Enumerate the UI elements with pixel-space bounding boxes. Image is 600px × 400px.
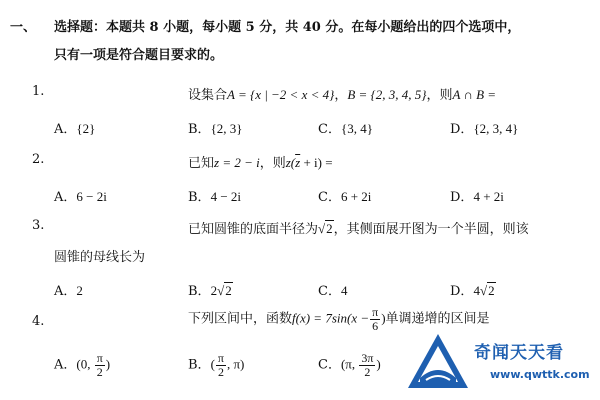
q3-option-c — [318, 280, 347, 299]
option-text: 4 − 2i — [210, 189, 242, 204]
option-close: , π) — [226, 356, 245, 372]
question-2-conjugate: $\overline{z}$ — [295, 155, 301, 170]
fraction-numerator: π — [217, 351, 224, 365]
option-text: {2, 3} — [210, 121, 243, 136]
question-1-set-b: B = {2, 3, 4, 5} — [347, 87, 427, 102]
sqrt-sign-icon: √ — [318, 221, 326, 236]
fraction-numerator: 3π — [361, 351, 374, 365]
question-3-radical — [318, 221, 334, 237]
section-heading-line1: 选择题：本题共 8 小题，每小题 5 分，共 40 分。在每小题给出的四个选项中， — [54, 20, 521, 35]
question-1-set-a: A = {x | −2 < x < 4} — [227, 87, 335, 102]
q2-option-a — [54, 186, 107, 205]
option-label: A． — [54, 122, 77, 137]
watermark-url: www.qwttk.com — [490, 368, 590, 381]
option-radical — [217, 283, 233, 299]
q1-option-c — [318, 118, 373, 137]
q3-option-a — [54, 280, 83, 299]
question-2-given: z = 2 − i — [214, 155, 260, 170]
q2-option-b — [188, 186, 241, 205]
option-label: A． — [54, 284, 77, 299]
option-label: B． — [188, 357, 211, 373]
question-2-number: 2. — [32, 152, 45, 167]
option-close: ) — [376, 356, 381, 372]
option-text: 6 + 2i — [340, 189, 372, 204]
option-label: A． — [54, 357, 77, 373]
watermark — [404, 330, 596, 394]
question-1-sep: ， — [334, 88, 348, 103]
question-2-mid: ，则 — [259, 156, 286, 171]
option-close: ) — [105, 356, 111, 372]
option-text: {2, 3, 4} — [473, 121, 519, 136]
question-1-stem — [188, 84, 496, 103]
option-open: (π, — [340, 356, 359, 372]
q3-option-d — [450, 280, 496, 299]
question-1-mid: ，则 — [426, 88, 453, 103]
q4-option-c — [318, 352, 381, 378]
q4-option-b — [188, 352, 244, 378]
option-fraction — [359, 352, 375, 378]
question-4-stem — [188, 306, 490, 332]
fraction-numerator: π — [96, 351, 103, 365]
question-4-number: 4. — [32, 314, 45, 329]
q1-option-d — [450, 118, 518, 137]
q1-option-b — [188, 118, 243, 137]
option-label: C． — [318, 122, 341, 137]
question-1-number: 1. — [32, 84, 45, 99]
option-text: {2} — [76, 121, 96, 136]
question-2-prefix: 已知 — [188, 156, 215, 171]
question-4-suffix: 单调递增的区间是 — [385, 311, 490, 327]
sqrt-sign-icon: √ — [479, 283, 488, 298]
sqrt-sign-icon: √ — [217, 283, 225, 298]
question-3-stem — [188, 218, 529, 237]
question-2-expr-pre: z( — [285, 155, 296, 170]
option-text: 4 + 2i — [473, 189, 504, 204]
radicand: 2 — [326, 221, 333, 236]
question-3-stem-line2: 圆锥的母线长为 — [54, 250, 146, 265]
question-4-func-post: ) — [381, 310, 386, 326]
option-open: (0, — [76, 356, 94, 372]
option-label: D． — [450, 190, 474, 205]
fraction-numerator: π — [372, 305, 379, 319]
option-label: C． — [318, 357, 341, 373]
option-label: C． — [318, 284, 341, 299]
option-fraction — [216, 352, 226, 378]
question-3-suffix: ，其侧面展开图为一个半圆，则该 — [333, 222, 529, 237]
watermark-logo-icon — [406, 332, 470, 392]
option-label: B． — [188, 122, 211, 137]
option-label: C． — [318, 190, 341, 205]
q2-option-d — [450, 186, 504, 205]
option-text: 4 — [340, 283, 348, 298]
option-text: {3, 4} — [340, 121, 373, 136]
option-radical — [480, 283, 496, 299]
fraction-denominator: 2 — [364, 364, 371, 379]
option-label: D． — [450, 284, 474, 299]
radicand: 2 — [488, 283, 495, 298]
q4-option-a — [54, 352, 110, 378]
question-2-expr-post: + i) = — [300, 155, 333, 170]
option-text: 6 − 2i — [76, 189, 107, 204]
q2-option-c — [318, 186, 371, 205]
section-heading-line2: 只有一项是符合题目要求的。 — [54, 48, 224, 63]
question-2-stem — [188, 152, 333, 171]
question-1-prefix: 设集合 — [188, 88, 228, 103]
question-4-func: f(x) = 7sin(x − — [292, 310, 370, 326]
fraction-denominator: 6 — [372, 318, 379, 333]
fraction-denominator: 2 — [217, 364, 224, 379]
question-3-prefix: 已知圆锥的底面半径为 — [188, 222, 319, 237]
option-open: ( — [210, 356, 215, 372]
section-number: 一、 — [10, 20, 37, 35]
option-label: A． — [54, 190, 77, 205]
watermark-name: 奇闻天天看 — [474, 343, 564, 363]
question-4-fraction — [370, 306, 380, 332]
radicand: 2 — [225, 283, 232, 298]
option-label: D． — [450, 122, 474, 137]
option-label: B． — [188, 284, 211, 299]
question-4-prefix: 下列区间中，函数 — [188, 311, 293, 327]
question-1-expr: A ∩ B = — [452, 87, 497, 102]
fraction-denominator: 2 — [96, 364, 103, 379]
option-coef: 4 — [473, 283, 480, 298]
option-fraction — [95, 352, 105, 378]
question-3-number: 3. — [32, 218, 45, 233]
option-text: 2 — [76, 283, 83, 298]
option-label: B． — [188, 190, 211, 205]
q1-option-a — [54, 118, 95, 137]
q3-option-b — [188, 280, 233, 299]
option-coef: 2 — [210, 283, 218, 298]
